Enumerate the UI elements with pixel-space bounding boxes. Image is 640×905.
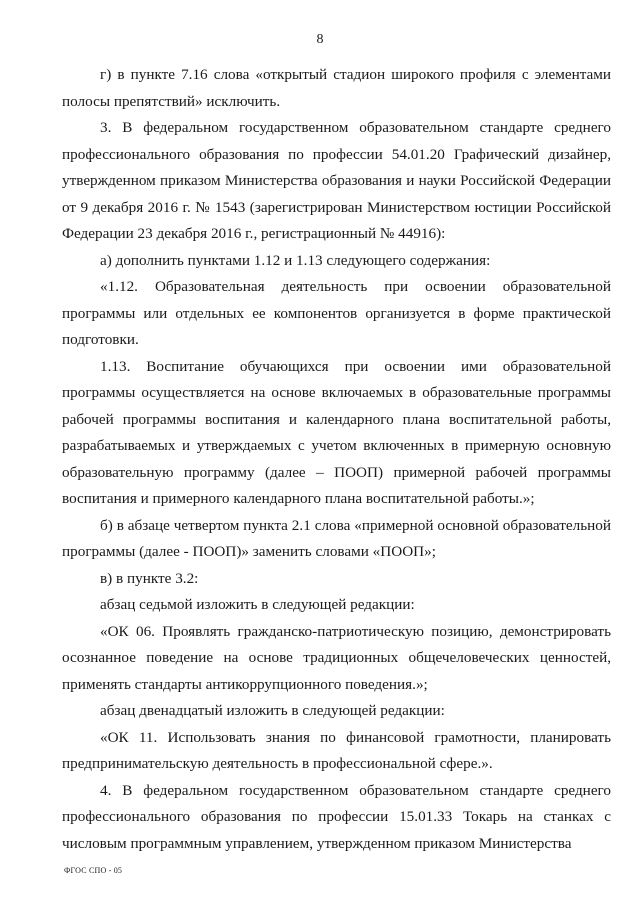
paragraph-item-a: а) дополнить пунктами 1.12 и 1.13 следующего содержания: xyxy=(100,251,491,269)
paragraph-ok-06: «ОК 06. Проявлять гражданско-патриотическую позицию, демонстрировать осознанное поведение на основе традиционных общечеловеческих ценностей, применять стандарты антикоррупционного поведения.»; xyxy=(62,622,611,693)
paragraph-twelfth-abzac: абзац двенадцатый изложить в следующей редакции: xyxy=(100,702,445,719)
paragraph-clause-1-13: 1.13. Воспитание обучающихся при освоении ими образовательной программы осуществляется на основе включаемых в образовательные программы рабочей программы воспитания и календарного плана воспитательной работы, разрабатываемых и утверждаемых с учетом включенных в примерную основную образовательную программу (далее – ПООП) примерной рабочей программы воспитания и примерного календарного плана воспитательной работы.»; xyxy=(62,357,611,507)
page-number: 8 xyxy=(316,32,324,47)
paragraph-seventh-abzac: абзац седьмой изложить в следующей редакции: xyxy=(100,596,415,613)
paragraph-clause-1-12: «1.12. Образовательная деятельность при освоении образовательной программы или отдельных ее компонентов организуется в форме практической подготовки. xyxy=(62,278,611,348)
document-body xyxy=(62,62,611,857)
footer-code: ФГОС СПО - 05 xyxy=(64,866,123,875)
paragraph-item-v: в) в пункте 3.2: xyxy=(100,569,199,587)
paragraph-ok-11: «ОК 11. Использовать знания по финансовой грамотности, планировать предпринимательскую деятельность в профессиональной сфере.». xyxy=(62,728,611,772)
paragraph-section-4: 4. В федеральном государственном образовательном стандарте среднего профессионального образования по профессии 15.01.33 Токарь на станках с числовым программным управлением, утвержденном приказом Министерства xyxy=(62,781,611,852)
paragraph-section-3: 3. В федеральном государственном образовательном стандарте среднего профессионального образования по профессии 54.01.20 Графический дизайнер, утвержденном приказом Министерства образования и науки Российской Федерации от 9 декабря 2016 г. № 1543 (зарегистрирован Министерством юстиции Российской Федерации 23 декабря 2016 г., регистрационный № 44916): xyxy=(62,119,611,242)
paragraph-item-b: б) в абзаце четвертом пункта 2.1 слова «примерной основной образовательной программы (далее - ПООП)» заменить словами «ПООП»; xyxy=(62,516,611,560)
paragraph-item-g: г) в пункте 7.16 слова «открытый стадион широкого профиля с элементами полосы препятствий» исключить. xyxy=(62,66,611,110)
